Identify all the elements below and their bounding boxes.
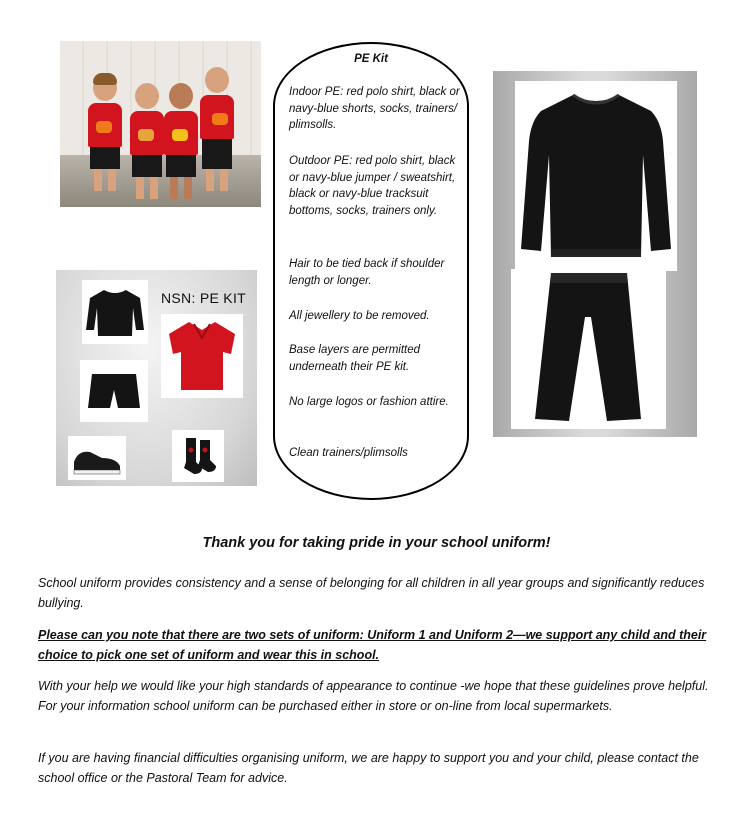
- trainers-tile: [68, 436, 126, 480]
- outdoor-garments-panel: [493, 71, 697, 437]
- hair-rule-text: Hair to be tied back if shoulder length or longer.: [289, 258, 445, 287]
- collage-title: NSN: PE KIT: [161, 290, 246, 306]
- financial-support-text: If you are having financial difficulties organising uniform, we are happy to support you and your child, please contact the school office or the Pastoral Team for advice.: [38, 751, 699, 785]
- child-figure: [88, 75, 122, 191]
- child-figure: [200, 67, 234, 191]
- two-uniform-sets-notice: Please can you note that there are two sets of uniform: Uniform 1 and Uniform 2—we support any child and their choice to pick one set of uniform and wear this in school.: [38, 628, 707, 662]
- shorts-icon: [80, 360, 148, 422]
- jumper-tile: [82, 280, 148, 344]
- polo-shirt-tile: [161, 314, 243, 398]
- polo-shirt-icon: [161, 314, 243, 398]
- tracksuit-bottoms-icon: [511, 269, 666, 429]
- child-figure: [130, 83, 164, 199]
- pe-kit-collage: [56, 270, 257, 486]
- sweatshirt-icon: [515, 81, 677, 271]
- pe-kit-title: PE Kit: [354, 53, 388, 65]
- jewellery-rule-text: All jewellery to be removed.: [289, 310, 430, 322]
- indoor-pe-text: Indoor PE: red polo shirt, black or navy-blue shorts, socks, trainers/ plimsolls.: [289, 86, 460, 131]
- jumper-icon: [82, 280, 148, 344]
- uniform-consistency-text: School uniform provides consistency and a sense of belonging for all children in all year groups and significantly reduces bullying.: [38, 576, 705, 610]
- tracksuit-bottoms-tile: [511, 269, 666, 429]
- logos-rule-text: No large logos or fashion attire.: [289, 396, 449, 408]
- trainers-rule-text: Clean trainers/plimsolls: [289, 447, 408, 459]
- thanks-heading: Thank you for taking pride in your school uniform!: [202, 535, 551, 551]
- pe-kit-box: [273, 42, 469, 500]
- trainers-icon: [68, 436, 126, 480]
- base-layers-text: Base layers are permitted underneath their PE kit.: [289, 344, 421, 373]
- shorts-tile: [80, 360, 148, 422]
- socks-icon: [172, 430, 224, 482]
- child-figure: [164, 83, 198, 199]
- children-pe-kit-photo: [60, 41, 261, 207]
- appearance-standards-text: With your help we would like your high standards of appearance to continue -we hope that these guidelines prove helpful. For your information school uniform can be purchased either in store or on-line from local supermarkets.: [38, 679, 709, 713]
- socks-tile: [172, 430, 224, 482]
- sweatshirt-tile: [515, 81, 677, 271]
- outdoor-pe-text: Outdoor PE: red polo shirt, black or navy-blue jumper / sweatshirt, black or navy-blue tracksuit bottoms, socks, trainers only.: [289, 155, 456, 217]
